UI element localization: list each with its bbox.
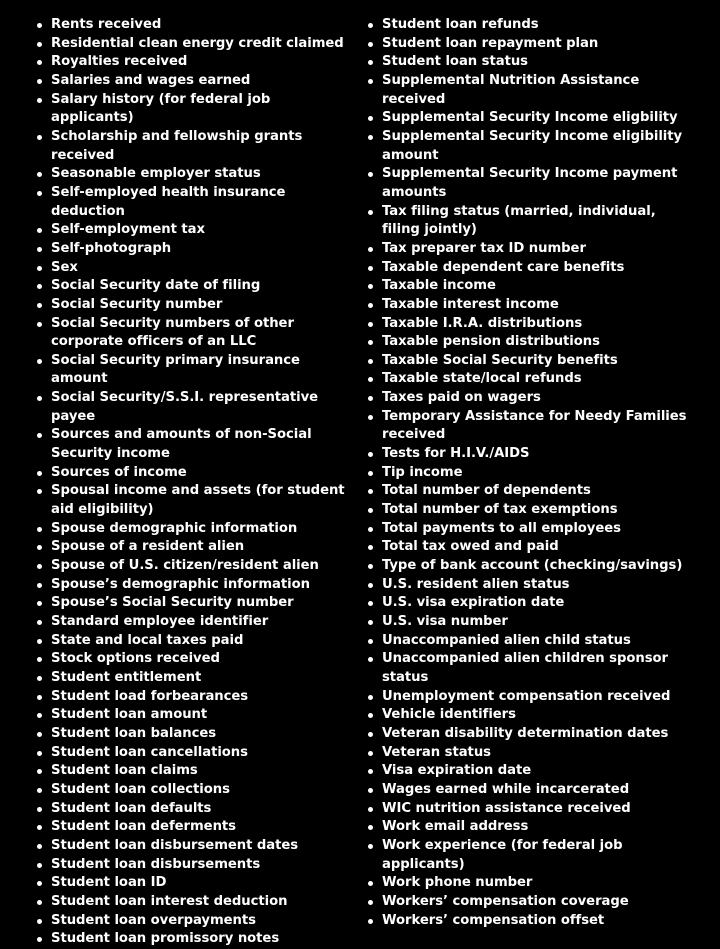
list-item: Social Security numbers of other corporate officers of an LLC [36,315,354,352]
list-item: Supplemental Security Income eligibility amount [367,128,697,165]
left-bullet-list [36,16,354,949]
list-item: Student loan disbursement dates [36,837,354,856]
list-item: Spouse of a resident alien [36,538,354,557]
list-item: Temporary Assistance for Needy Families received [367,408,697,445]
list-item: Supplemental Security Income payment amounts [367,165,697,202]
list-item: Student loan promissory notes [36,930,354,949]
list-item: Student loan interest deduction [36,893,354,912]
list-item: Self-employed health insurance deduction [36,184,354,221]
list-item: Work experience (for federal job applicants) [367,837,697,874]
list-item: Unaccompanied alien children sponsor status [367,650,697,687]
list-item: Supplemental Security Income eligbility [367,109,697,128]
list-item: Workers’ compensation offset [367,912,697,931]
list-item: Student loan defaults [36,800,354,819]
list-item: Spouse demographic information [36,520,354,539]
list-item: Student load forbearances [36,688,354,707]
list-item: Spouse’s demographic information [36,576,354,595]
list-item: Seasonable employer status [36,165,354,184]
list-item: Student loan repayment plan [367,35,697,54]
list-item: Taxable dependent care benefits [367,259,697,278]
list-item: Workers’ compensation coverage [367,893,697,912]
list-item: Wages earned while incarcerated [367,781,697,800]
list-item: Taxes paid on wagers [367,389,697,408]
list-item: Tax filing status (married, individual, filing jointly) [367,203,697,240]
list-item: Total number of tax exemptions [367,501,697,520]
list-item: Unemployment compensation received [367,688,697,707]
list-item: Salary history (for federal job applicants) [36,91,354,128]
list-item: Supplemental Nutrition Assistance received [367,72,697,109]
list-item: Veteran disability determination dates [367,725,697,744]
list-item: Taxable I.R.A. distributions [367,315,697,334]
list-item: Spouse of U.S. citizen/resident alien [36,557,354,576]
list-item: Sex [36,259,354,278]
list-item: State and local taxes paid [36,632,354,651]
list-item: Royalties received [36,53,354,72]
list-item: Student loan claims [36,762,354,781]
list-item: Stock options received [36,650,354,669]
list-item: Student loan refunds [367,16,697,35]
list-item: Student entitlement [36,669,354,688]
list-item: Salaries and wages earned [36,72,354,91]
list-item: Social Security primary insurance amount [36,352,354,389]
list-item: Sources and amounts of non-Social Security income [36,426,354,463]
list-item: Student loan ID [36,874,354,893]
list-item: Residential clean energy credit claimed [36,35,354,54]
list-item: Self-employment tax [36,221,354,240]
list-item: Tip income [367,464,697,483]
list-item: Type of bank account (checking/savings) [367,557,697,576]
list-item: Student loan balances [36,725,354,744]
list-item: Visa expiration date [367,762,697,781]
list-item: Unaccompanied alien child status [367,632,697,651]
list-item: Student loan status [367,53,697,72]
list-item: Spouse’s Social Security number [36,594,354,613]
list-item: Student loan overpayments [36,912,354,931]
list-item: Total tax owed and paid [367,538,697,557]
list-item: Taxable Social Security benefits [367,352,697,371]
list-item: Total number of dependents [367,482,697,501]
list-item: Sources of income [36,464,354,483]
list-item: Social Security number [36,296,354,315]
list-item: Taxable income [367,277,697,296]
list-item: U.S. visa expiration date [367,594,697,613]
list-item: Social Security date of filing [36,277,354,296]
list-item: Student loan disbursements [36,856,354,875]
list-item: Rents received [36,16,354,35]
list-item: Student loan amount [36,706,354,725]
list-item: Scholarship and fellowship grants received [36,128,354,165]
list-item: Work phone number [367,874,697,893]
list-item: WIC nutrition assistance received [367,800,697,819]
list-item: Taxable pension distributions [367,333,697,352]
list-item: Self-photograph [36,240,354,259]
list-item: Student loan cancellations [36,744,354,763]
list-item: Taxable interest income [367,296,697,315]
list-item: Tax preparer tax ID number [367,240,697,259]
list-item: Standard employee identifier [36,613,354,632]
list-item: Taxable state/local refunds [367,370,697,389]
list-item: Tests for H.I.V./AIDS [367,445,697,464]
list-item: Total payments to all employees [367,520,697,539]
list-item: Work email address [367,818,697,837]
right-bullet-list [367,16,697,930]
list-item: Social Security/S.S.I. representative payee [36,389,354,426]
list-item: Student loan deferments [36,818,354,837]
list-item: Student loan collections [36,781,354,800]
list-item: Spousal income and assets (for student aid eligibility) [36,482,354,519]
list-item: U.S. visa number [367,613,697,632]
list-item: Vehicle identifiers [367,706,697,725]
list-item: Veteran status [367,744,697,763]
list-item: U.S. resident alien status [367,576,697,595]
